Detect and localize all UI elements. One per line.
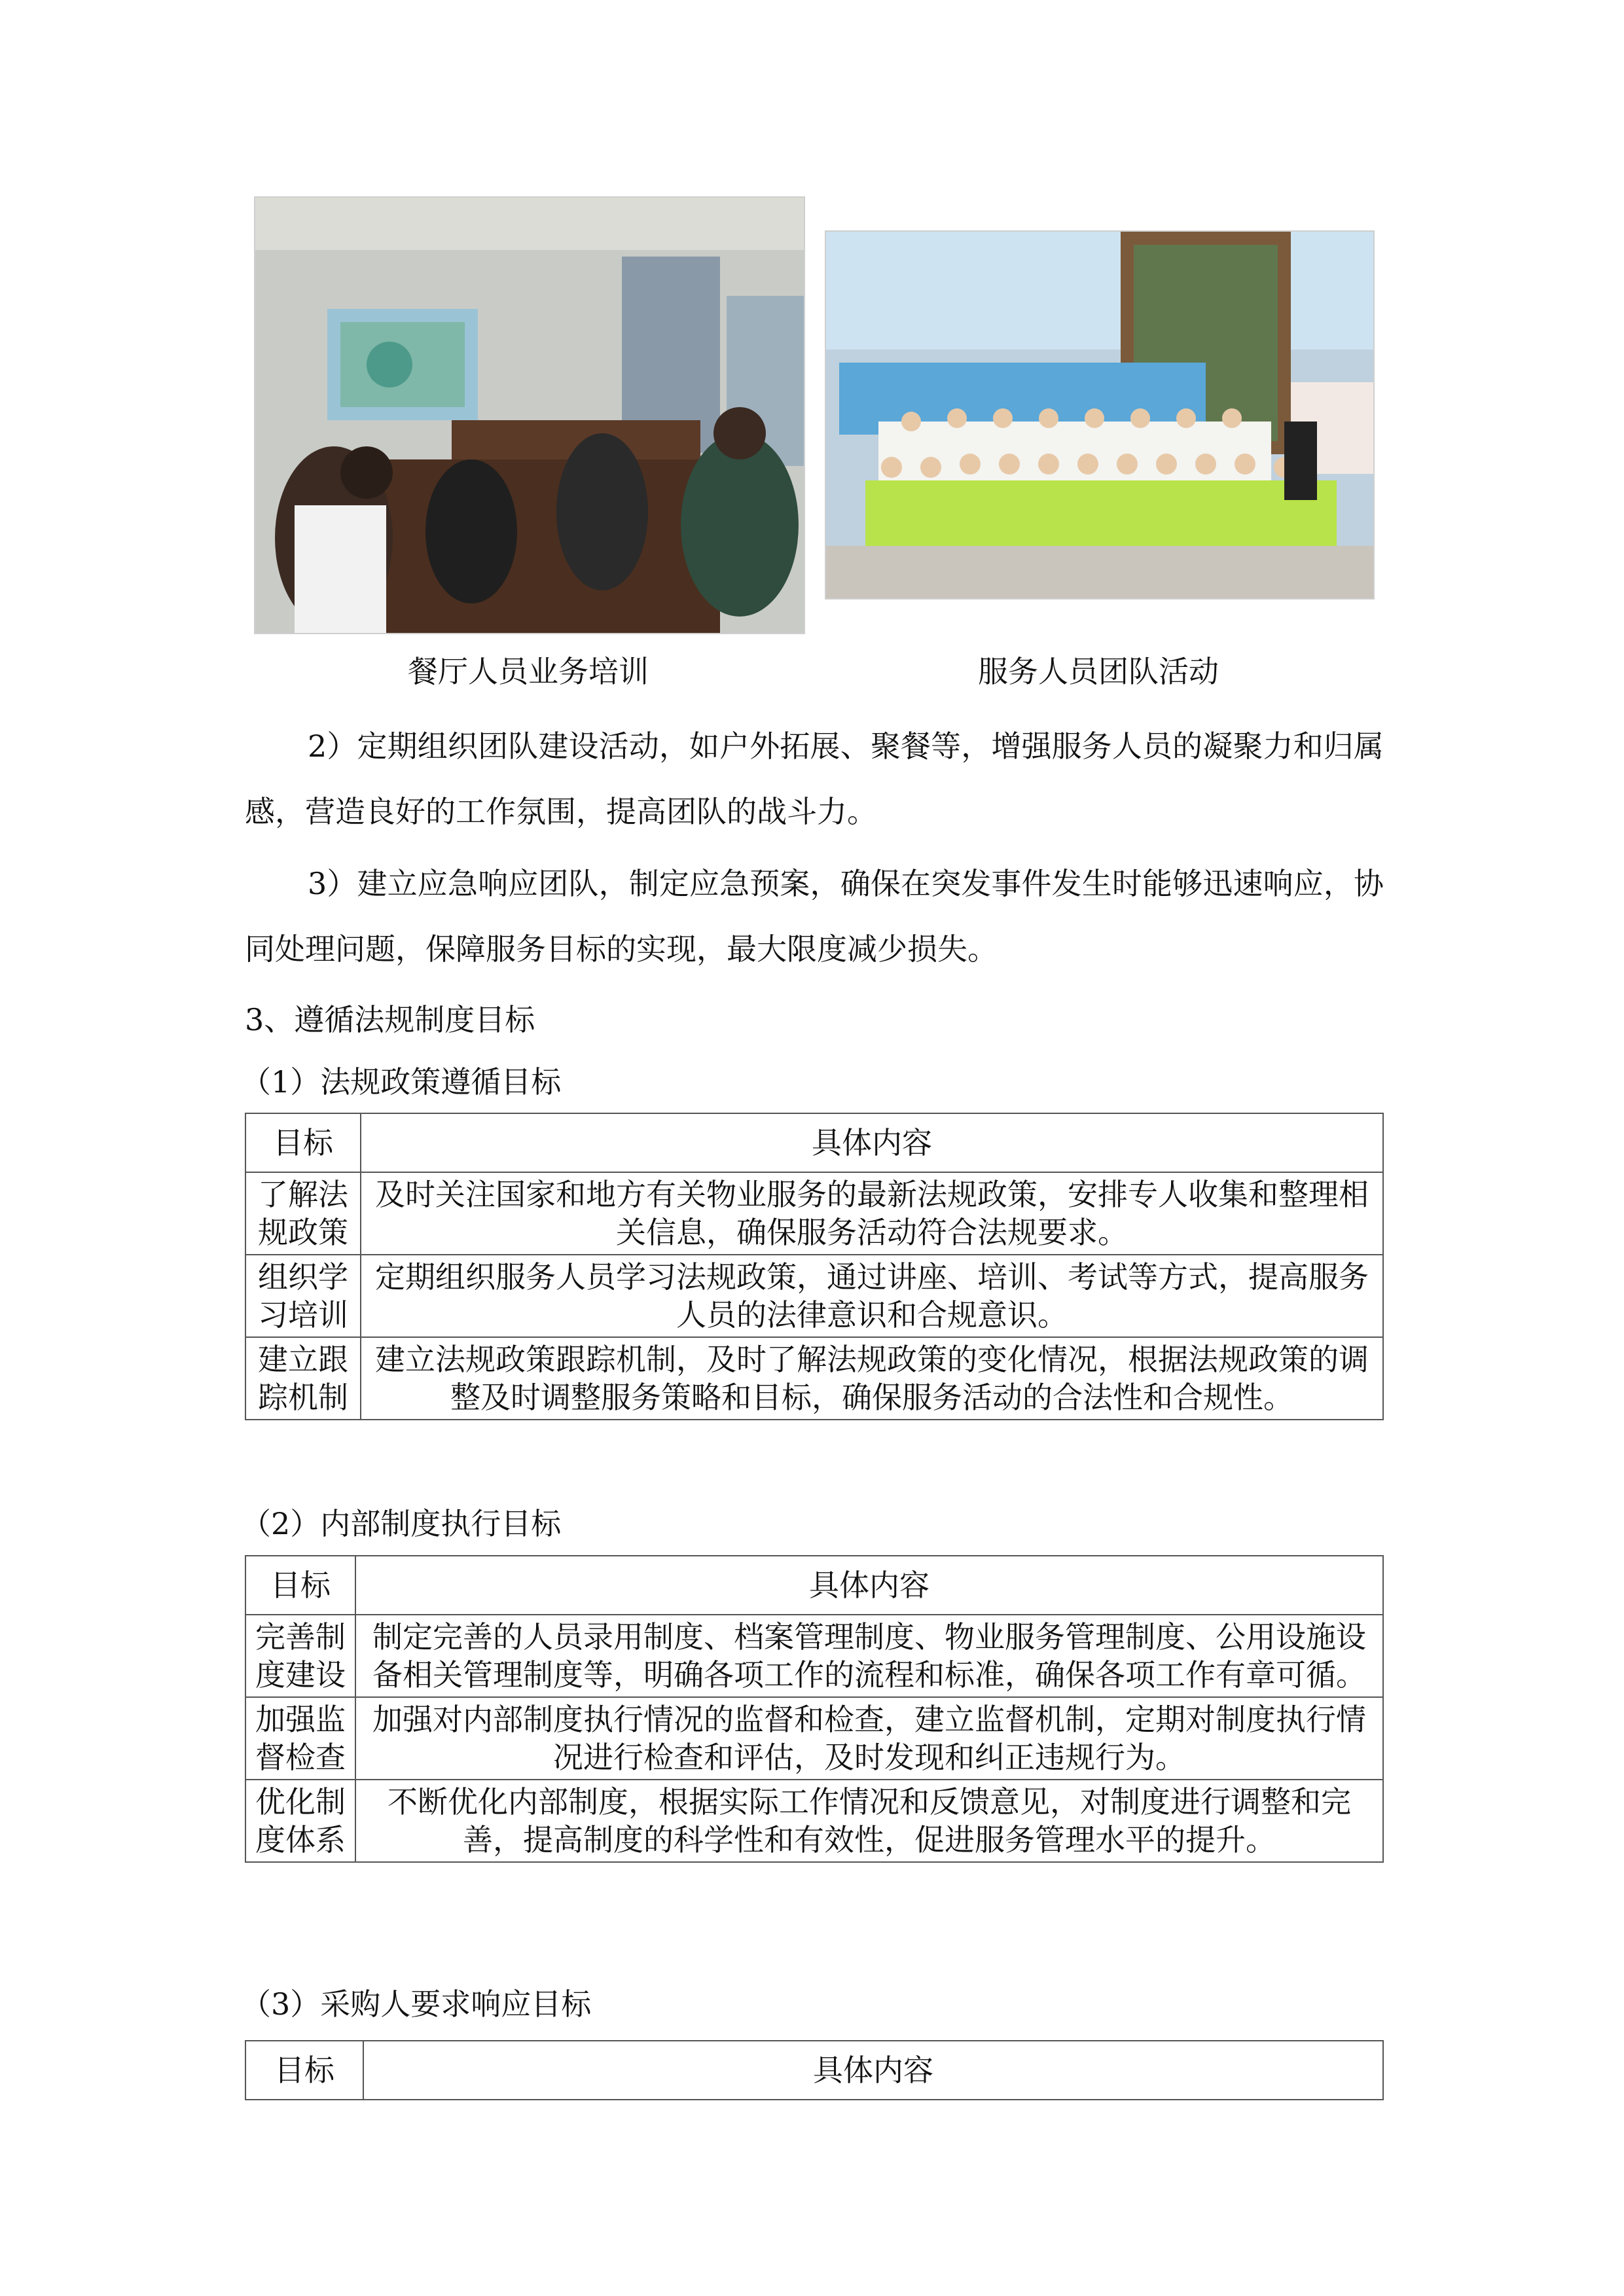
table-row	[245, 1615, 1383, 1697]
goal-cell: 建立跟踪机制	[245, 1337, 361, 1420]
goal-cell: 了解法规政策	[245, 1172, 361, 1255]
content-cell: 定期组织服务人员学习法规政策，通过讲座、培训、考试等方式，提高服务人员的法律意识和合规意识。	[361, 1255, 1383, 1337]
table-row	[245, 1780, 1383, 1862]
content-cell: 不断优化内部制度，根据实际工作情况和反馈意见，对制度进行调整和完善，提高制度的科学性和有效性，促进服务管理水平的提升。	[355, 1780, 1383, 1862]
table-row	[245, 1255, 1383, 1337]
content-cell: 及时关注国家和地方有关物业服务的最新法规政策，安排专人收集和整理相关信息，确保服务活动符合法规要求。	[361, 1172, 1383, 1255]
header-cell: 具体内容	[363, 2041, 1383, 2100]
header-cell: 目标	[245, 2041, 363, 2100]
table-header-row	[245, 2041, 1383, 2100]
header-cell: 目标	[245, 1113, 361, 1172]
content-cell: 建立法规政策跟踪机制，及时了解法规政策的变化情况，根据法规政策的调整及时调整服务策略和目标，确保服务活动的合法性和合规性。	[361, 1337, 1383, 1420]
subsection-heading: （1）法规政策遵循目标	[241, 1064, 562, 1100]
table-row	[245, 1337, 1383, 1420]
content-cell: 制定完善的人员录用制度、档案管理制度、物业服务管理制度、公用设施设备相关管理制度等，明确各项工作的流程和标准，确保各项工作有章可循。	[355, 1615, 1383, 1697]
table-row	[245, 1697, 1383, 1780]
goal-cell: 组织学习培训	[245, 1255, 361, 1337]
goal-table	[245, 1113, 1384, 1420]
section-heading: 3、遵循法规制度目标	[245, 1002, 535, 1037]
meeting-room-photo	[254, 196, 805, 634]
header-cell: 具体内容	[361, 1113, 1383, 1172]
photo-caption: 服务人员团队活动	[978, 654, 1219, 689]
team-group-photo	[825, 230, 1375, 600]
paragraph: 3）建立应急响应团队，制定应急预案，确保在突发事件发生时能够迅速响应，协同处理问题，保障服务目标的实现，最大限度减少损失。	[245, 866, 1384, 967]
subsection-heading: （2）内部制度执行目标	[241, 1506, 562, 1541]
content-cell: 加强对内部制度执行情况的监督和检查，建立监督机制，定期对制度执行情况进行检查和评估，及时发现和纠正违规行为。	[355, 1697, 1383, 1780]
table-header-row	[245, 1113, 1383, 1172]
header-cell: 具体内容	[355, 1556, 1383, 1615]
goal-table	[245, 2040, 1384, 2100]
subsection-heading: （3）采购人要求响应目标	[241, 1986, 592, 2022]
goal-cell: 优化制度体系	[245, 1780, 355, 1862]
goal-cell: 加强监督检查	[245, 1697, 355, 1780]
header-cell: 目标	[245, 1556, 355, 1615]
goal-table	[245, 1555, 1384, 1863]
table-row	[245, 1172, 1383, 1255]
paragraph: 2）定期组织团队建设活动，如户外拓展、聚餐等，增强服务人员的凝聚力和归属感，营造良好的工作氛围，提高团队的战斗力。	[245, 728, 1384, 829]
photo-caption: 餐厅人员业务培训	[408, 654, 649, 689]
table-header-row	[245, 1556, 1383, 1615]
goal-cell: 完善制度建设	[245, 1615, 355, 1697]
